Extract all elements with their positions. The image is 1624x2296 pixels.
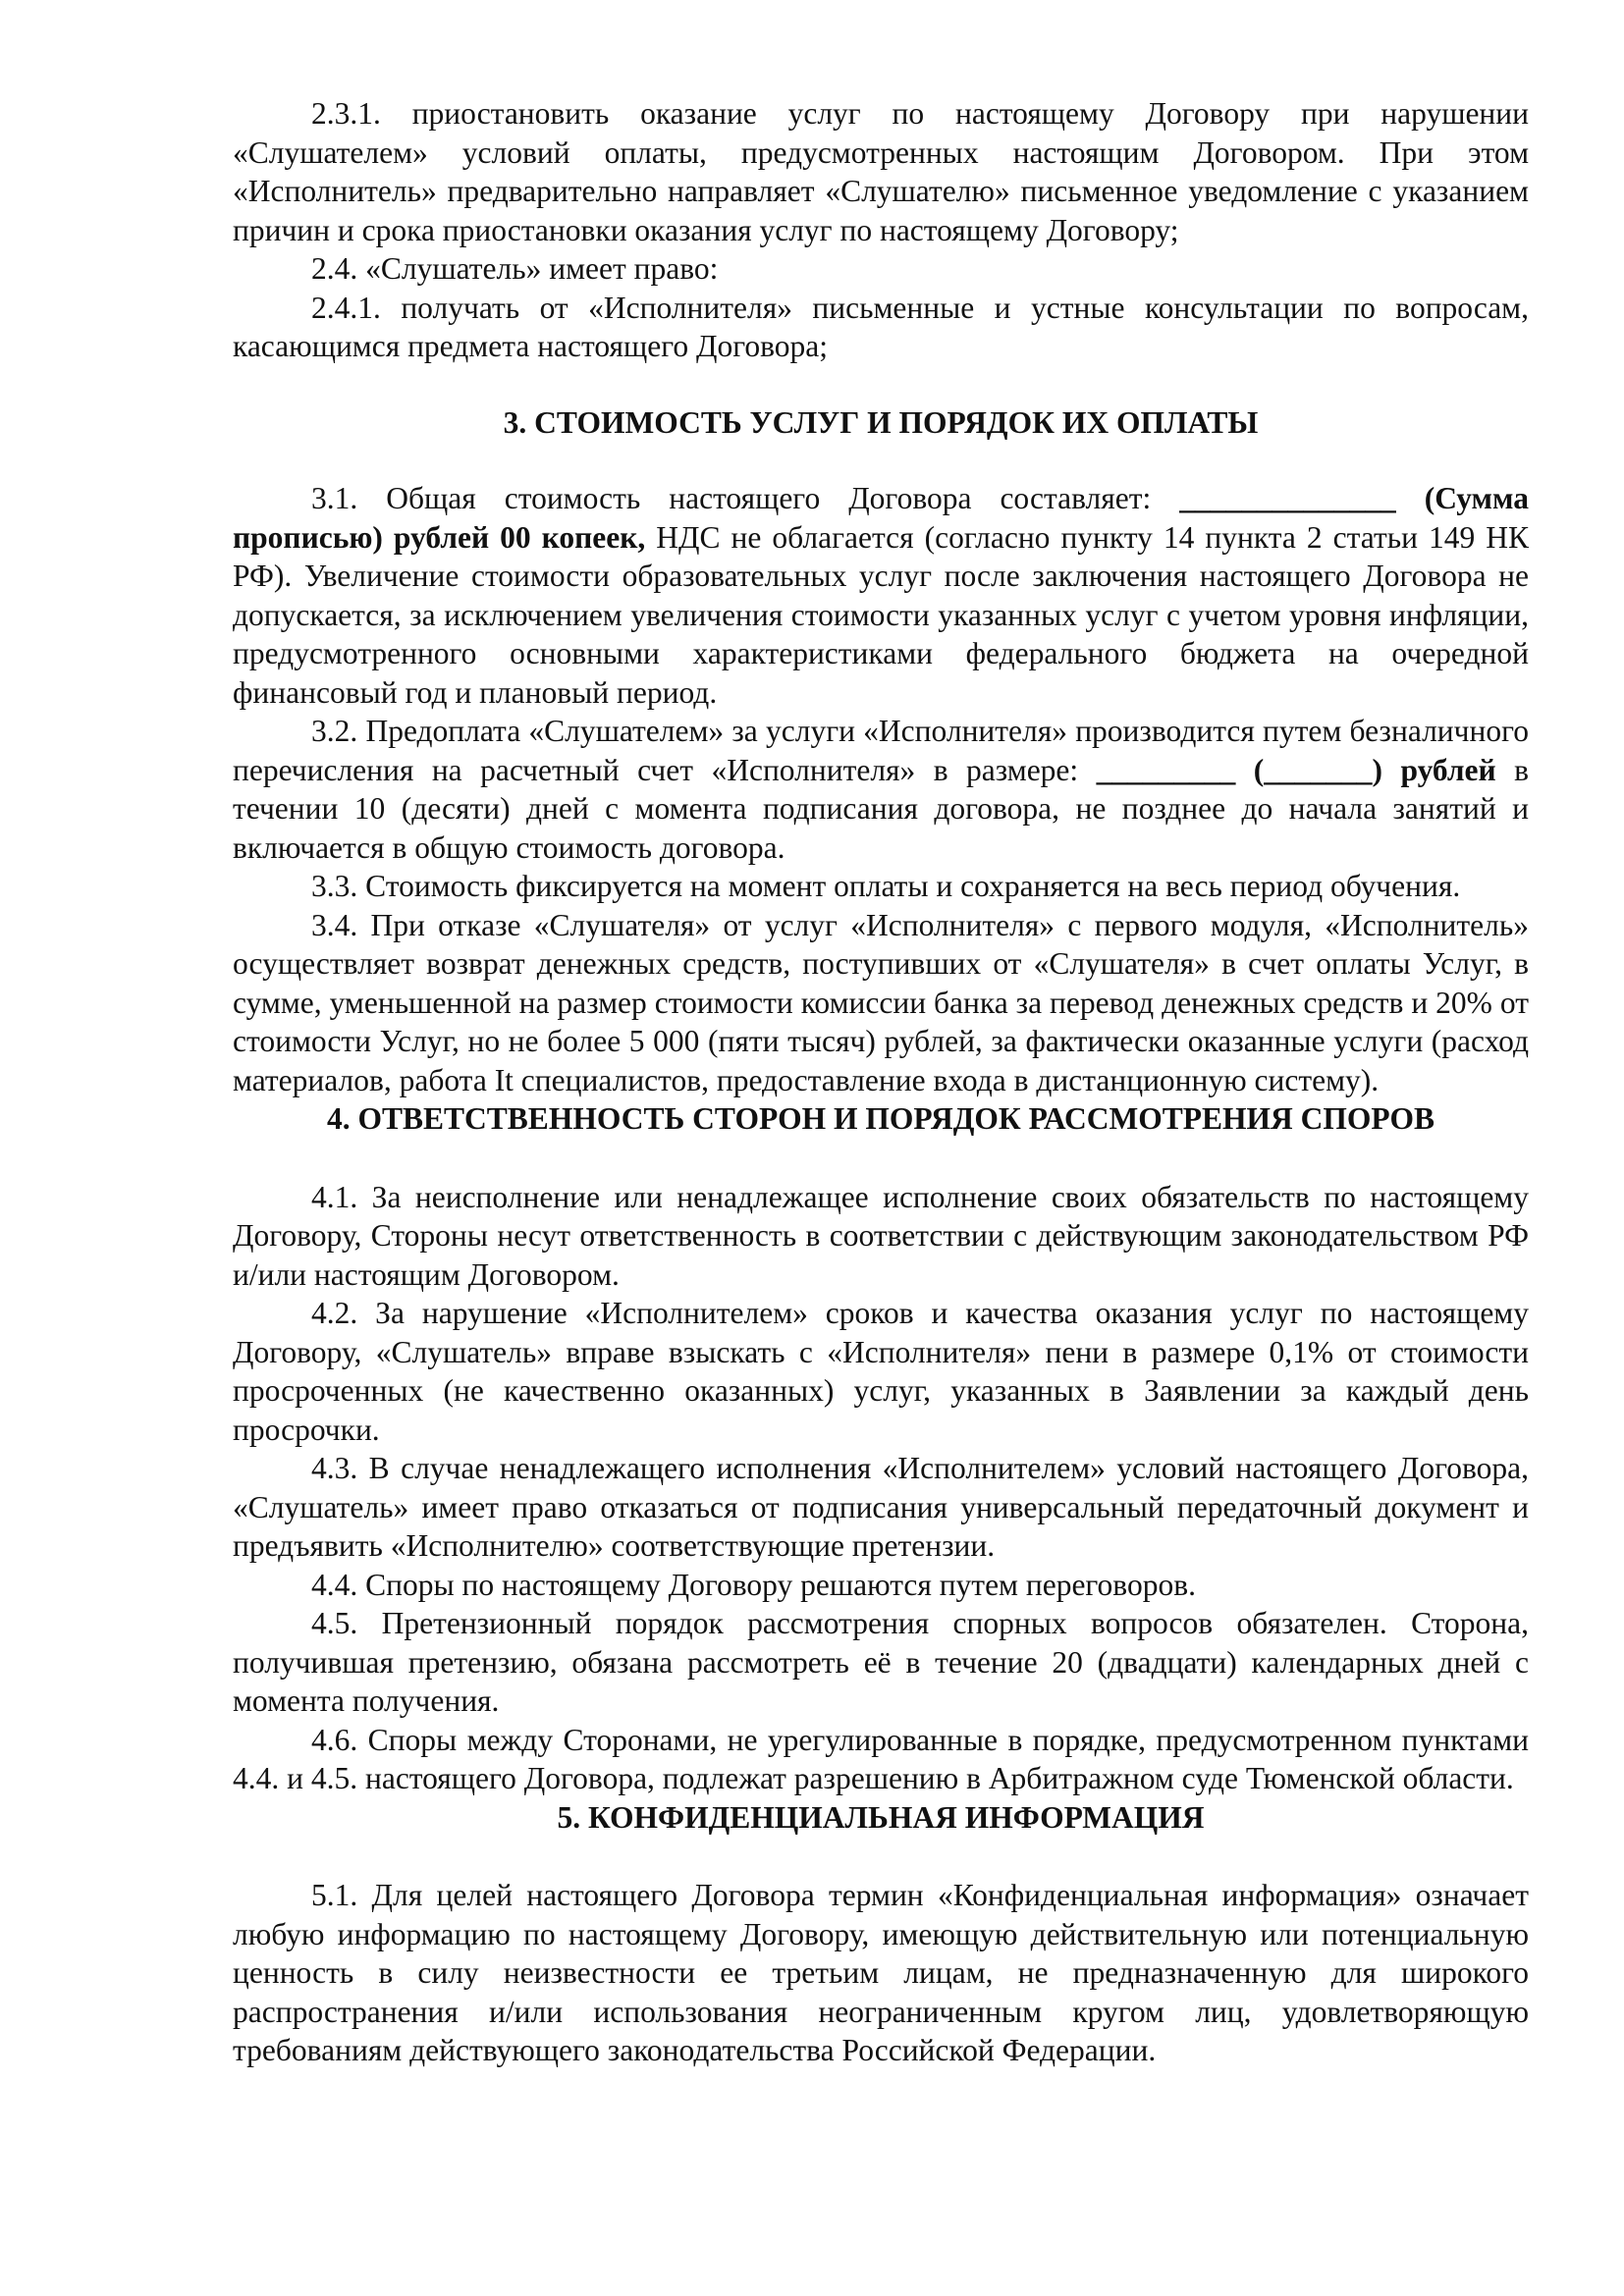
clause-3-1-text-c: НДС не облагается (согласно пункту 14 пункта 2 статьи 149 НК РФ). Увеличение стоимости образовательных услуг после заключения настоящего Договора не допускается, за исключением увеличения стоимости указанных услуг с учетом уровня инфляции, предусмотренного основными характеристиками федерального бюджета на очередной финансовый год и плановый период. xyxy=(233,519,1529,710)
clause-4-2: 4.2. За нарушение «Исполнителем» сроков и качества оказания услуг по настоящему Договору, «Слушатель» вправе взыскать с «Исполнителя» пени в размере 0,1% от стоимости просроченных (не качественно оказанных) услуг, указанных в Заявлении за каждый день просрочки. xyxy=(233,1296,1529,1447)
clause-2-4: 2.4. «Слушатель» имеет право: xyxy=(311,251,719,286)
clause-3-2 xyxy=(233,712,1529,867)
clause-3-3: 3.3. Стоимость фиксируется на момент оплаты и сохраняется на весь период обучения. xyxy=(311,869,1461,903)
clause-4-6: 4.6. Споры между Сторонами, не урегулированные в порядке, предусмотренном пунктами 4.4. и 4.5. настоящего Договора, подлежат разрешению в Арбитражном суде Тюменской области. xyxy=(233,1722,1529,1795)
clause-3-4: 3.4. При отказе «Слушателя» от услуг «Исполнителя» с первого модуля, «Исполнитель» осуществляет возврат денежных средств, поступивших от «Слушателя» в счет оплаты Услуг, в сумме, уменьшенной на размер стоимости комиссии банка за перевод денежных средств и 20% от стоимости Услуг, но не более 5 000 (пяти тысяч) рублей, за фактически оказанные услуги (расход материалов, работа It специалистов, предоставление входа в дистанционную систему). xyxy=(233,907,1529,1097)
clause-4-5: 4.5. Претензионный порядок рассмотрения спорных вопросов обязателен. Сторона, получившая претензию, обязана рассмотреть её в течение 20 (двадцати) календарных дней с момента получения. xyxy=(233,1606,1529,1718)
clause-4-1: 4.1. За неисполнение или ненадлежащее исполнение своих обязательств по настоящему Договору, Стороны несут ответственность в соответствии с действующим законодательством РФ и/или настоящим Договором. xyxy=(233,1179,1529,1292)
section-3-heading: 3. СТОИМОСТЬ УСЛУГ И ПОРЯДОК ИХ ОПЛАТЫ xyxy=(503,404,1259,440)
clause-3-1-amount: ______________ (Сумма прописью) рублей 00 копеек, xyxy=(233,481,1529,555)
clause-4-3: 4.3. В случае ненадлежащего исполнения «Исполнителем» условий настоящего Договора, «Слушатель» имеет право отказаться от подписания универсальный передаточный документ и предъявить «Исполнителю» соответствующие претензии. xyxy=(233,1451,1529,1563)
contract-page xyxy=(233,94,1529,2070)
clause-3-1-text-a: 3.1. Общая стоимость настоящего Договора составляет: xyxy=(311,481,1180,515)
clause-5-1: 5.1. Для целей настоящего Договора термин «Конфиденциальная информация» означает любую информацию по настоящему Договору, имеющую действительную или потенциальную ценность в силу неизвестности ее третьим лицам, не предназначенную для широкого распространения и/или использования неограниченным кругом лиц, удовлетворяющую требованиям действующего законодательства Российской Федерации. xyxy=(233,1878,1529,2067)
clause-4-4: 4.4. Споры по настоящему Договору решаются путем переговоров. xyxy=(311,1567,1196,1602)
clause-2-4-1: 2.4.1. получать от «Исполнителя» письменные и устные консультации по вопросам, касающимся предмета настоящего Договора; xyxy=(233,290,1529,363)
clause-2-3-1: 2.3.1. приостановить оказание услуг по настоящему Договору при нарушении «Слушателем» условий оплаты, предусмотренных настоящим Договором. При этом «Исполнитель» предварительно направляет «Слушателю» письменное уведомление с указанием причин и срока приостановки оказания услуг по настоящему Договору; xyxy=(233,96,1529,247)
clause-3-2-text-c: в течении 10 (десяти) дней с момента подписания договора, не позднее до начала занятий и включается в общую стоимость договора. xyxy=(233,752,1530,865)
clause-3-2-amount: _________ (_______) рублей xyxy=(1096,752,1496,787)
clause-3-1 xyxy=(233,479,1529,712)
section-5-heading: 5. КОНФИДЕНЦИАЛЬНАЯ ИНФОРМАЦИЯ xyxy=(557,1799,1205,1835)
section-4-heading: 4. ОТВЕТСТВЕННОСТЬ СТОРОН И ПОРЯДОК РАССМОТРЕНИЯ СПОРОВ xyxy=(327,1101,1435,1136)
clause-3-2-text-a: 3.2. Предоплата «Слушателем» за услуги «Исполнителя» производится путем безналичного перечисления на расчетный счет «Исполнителя» в размере: xyxy=(233,714,1529,787)
